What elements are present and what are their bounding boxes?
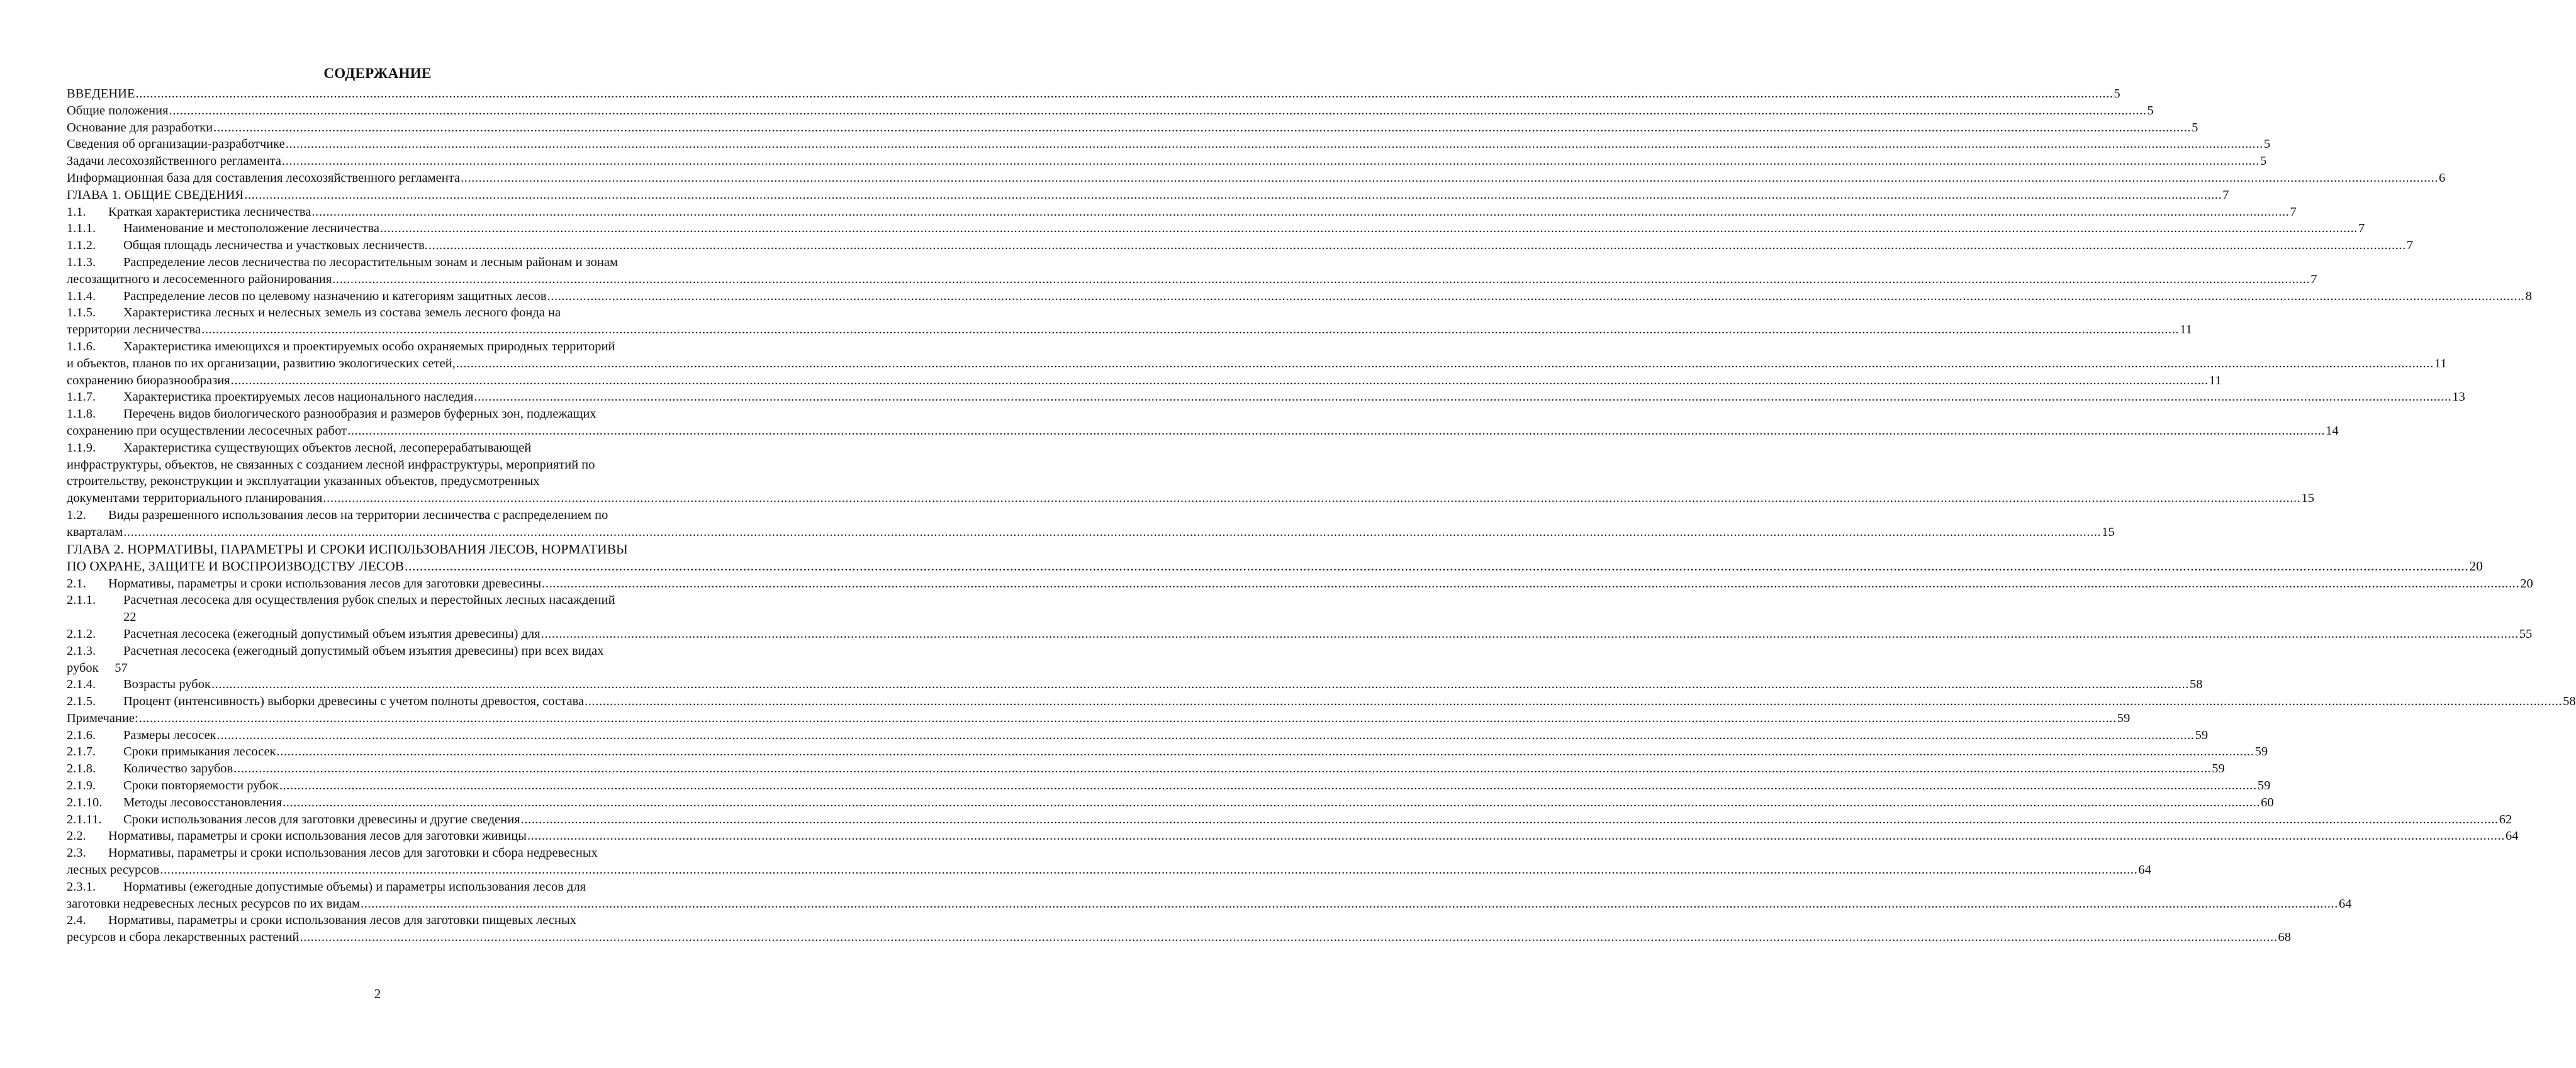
toc-entry-text: Размеры лесосек	[123, 728, 216, 742]
toc-entry-page: 15	[2102, 525, 2115, 539]
toc-entry-text: Сроки повторяемости рубок	[123, 779, 279, 793]
toc-entry-line	[67, 845, 711, 862]
dot-leader	[361, 896, 2338, 913]
toc-entry-text: Общие положения	[67, 103, 169, 118]
toc-entry-line	[67, 237, 2414, 254]
toc-entry-text: Возрасты рубок	[123, 677, 211, 692]
toc-entry-line	[67, 912, 711, 929]
toc-entry-text: Задачи лесохозяйственного регламента	[67, 154, 281, 169]
dot-leader	[542, 576, 2519, 592]
toc-entry-line	[67, 220, 2365, 237]
toc-entry-text: Характеристика имеющихся и проектируемых особо охраняемых природных территорий	[123, 339, 615, 353]
toc-entry[interactable]	[67, 254, 2317, 288]
toc-entry-line	[67, 355, 2447, 372]
toc-entry-line	[67, 321, 2192, 338]
toc-entry-text: ВВЕДЕНИЕ	[67, 87, 135, 101]
toc-entry-line	[67, 592, 711, 609]
toc-entry-text: Сведения об организации-разработчике	[67, 137, 285, 152]
toc-entry-page: 20	[2469, 559, 2483, 574]
toc-entry-line	[67, 541, 711, 559]
toc-entry[interactable]	[67, 507, 2115, 541]
toc-entry-page: 11	[2434, 356, 2447, 370]
toc-entry-page: 7	[2406, 238, 2414, 253]
toc-entry-line	[67, 372, 2222, 389]
toc-entry[interactable]	[67, 103, 2154, 120]
toc-entry[interactable]	[67, 120, 2198, 136]
dot-leader	[405, 558, 2468, 576]
toc-entry[interactable]	[67, 204, 2297, 221]
dot-leader	[456, 355, 2434, 372]
toc-entry-line	[67, 929, 2292, 946]
toc-entry-number: 2.1.	[67, 576, 86, 591]
toc-entry[interactable]	[67, 912, 2292, 946]
toc-entry-page: 8	[2525, 289, 2532, 303]
toc-entry-line	[67, 710, 2131, 727]
toc-entry[interactable]	[67, 845, 2151, 879]
dot-leader	[217, 727, 2195, 744]
dot-leader	[213, 120, 2191, 136]
toc-entry-page: 62	[2499, 812, 2512, 826]
toc-entry-page: 5	[2263, 137, 2271, 152]
dot-leader	[585, 693, 2562, 710]
toc-entry-number: 2.1.4.	[67, 677, 96, 692]
toc-entry-page: 58	[2189, 677, 2203, 692]
toc-entry-line	[67, 576, 2533, 592]
toc-entry-page: 6	[2439, 170, 2446, 185]
toc-entry-line	[67, 727, 2209, 744]
dot-leader	[123, 524, 2101, 541]
toc-entry-line	[67, 304, 711, 321]
dot-leader	[277, 743, 2254, 760]
toc-entry-text: Количество зарубов	[123, 762, 233, 776]
toc-entry-number: 2.1.10.	[67, 795, 103, 809]
dot-leader	[279, 777, 2257, 794]
toc-title: СОДЕРЖАНИЕ	[323, 65, 432, 81]
toc-entry[interactable]	[67, 237, 2414, 254]
toc-entry-number: 2.3.1.	[67, 879, 96, 894]
toc-entry-text: инфраструктуры, объектов, не связанных с созданием лесной инфраструктуры, мероприятий по	[67, 457, 595, 472]
toc-entry[interactable]	[67, 153, 2267, 170]
toc-entry-text: заготовки недревесных лесных ресурсов по их видам	[67, 896, 360, 911]
toc-entry-line	[67, 153, 2267, 170]
toc-entry-number: 2.1.6.	[67, 728, 96, 742]
toc-entry-line	[67, 288, 2532, 305]
toc-entry[interactable]	[67, 828, 2519, 845]
toc-entry-text: Расчетная лесосека (ежегодный допустимый объем изъятия древесины) при всех видах	[123, 643, 604, 658]
dot-leader	[139, 710, 2117, 727]
toc-entry-page: 15	[2301, 491, 2314, 506]
toc-entry-number: 2.1.8.	[67, 762, 96, 776]
toc-entry-number: 2.2.	[67, 829, 86, 843]
toc-entry-text: рубок 57	[67, 660, 128, 675]
toc-entry-text: Нормативы (ежегодные допустимые объемы) и параметры использования лесов для	[123, 879, 586, 894]
dot-leader	[300, 929, 2278, 946]
toc-entry-line	[67, 879, 711, 896]
dot-leader	[233, 760, 2211, 777]
toc-entry-text: документами территориального планирования	[67, 491, 323, 506]
toc-entry-page: 64	[2138, 863, 2151, 877]
toc-entry-line	[67, 777, 2271, 794]
toc-entry-text: Краткая характеристика лесничества	[108, 204, 311, 219]
dot-leader	[169, 103, 2147, 120]
toc-entry-text: Нормативы, параметры и сроки использования лесов для заготовки и сбора недревесных	[108, 846, 598, 860]
toc-entry-line	[67, 811, 2512, 828]
toc-entry-page: 64	[2505, 829, 2519, 843]
toc-entry-text: Методы лесовосстановления	[123, 795, 283, 809]
toc-entry-text: лесозащитного и лесосеменного районирования	[67, 272, 332, 286]
toc-entry-text: Нормативы, параметры и сроки использования лесов для заготовки древесины	[108, 576, 542, 591]
toc-entry-text: ПО ОХРАНЕ, ЗАЩИТЕ И ВОСПРОИЗВОДСТВУ ЛЕСОВ	[67, 559, 405, 574]
toc-entry-text: Виды разрешенного использования лесов на территории лесничества с распределением по	[108, 508, 608, 522]
toc-entry-number: 2.1.5.	[67, 694, 96, 709]
dot-leader	[541, 626, 2519, 643]
toc-entry[interactable]	[67, 576, 2533, 592]
toc-entry-page: 59	[2195, 728, 2209, 742]
toc-entry-page: 59	[2254, 745, 2268, 759]
toc-entry[interactable]	[67, 338, 2447, 372]
toc-entry[interactable]	[67, 440, 2314, 507]
toc-entry-line	[67, 170, 2446, 187]
toc-entry-number: 1.1.6.	[67, 339, 96, 353]
toc-entry[interactable]	[67, 676, 2203, 693]
toc-entry-line	[67, 473, 711, 490]
toc-entry-text: Примечание:	[67, 711, 138, 725]
toc-entry-text: Информационная база для составления лесохозяйственного регламента	[67, 170, 460, 185]
toc-entry-page: 5	[2114, 87, 2120, 101]
toc-entry-number: 2.3.	[67, 846, 86, 860]
toc-entry[interactable]	[67, 170, 2446, 187]
toc-entry-line	[67, 643, 711, 660]
toc-entry-text: Сроки примыкания лесосек	[123, 745, 276, 759]
toc-entry-page: 55	[2519, 626, 2533, 641]
toc-entry-text: Распределение лесов по целевому назначению и категориям защитных лесов	[123, 289, 547, 303]
toc-entry-text: Основание для разработки	[67, 120, 213, 135]
toc-entry-line	[67, 406, 711, 423]
toc-entry[interactable]	[67, 304, 2192, 338]
toc-entry-line	[67, 103, 2154, 120]
toc-entry-line	[67, 440, 711, 457]
toc-entry-line	[67, 794, 2274, 811]
toc-entry-page: 59	[2117, 711, 2131, 725]
toc-entry[interactable]	[67, 626, 2533, 643]
toc-entry-line	[67, 896, 2352, 913]
toc-entry-line	[67, 389, 2465, 406]
toc-entry-number: 1.1.2.	[67, 238, 96, 253]
toc-entry-page: 59	[2212, 762, 2225, 776]
toc-entry[interactable]	[67, 220, 2365, 237]
toc-entry-number: 2.1.2.	[67, 626, 96, 641]
toc-entry-text: Характеристика существующих объектов лесной, лесоперерабатывающей	[123, 440, 532, 455]
toc-entry-line	[67, 743, 2268, 760]
dot-leader	[461, 170, 2438, 187]
toc-entry-text: и объектов, планов по их организации, развитию экологических сетей,	[67, 356, 456, 370]
toc-entry-page: 5	[2260, 154, 2267, 169]
toc-entry-number: 1.2.	[67, 508, 86, 522]
toc-entry-page: 7	[2222, 187, 2229, 202]
toc-entry-number: 1.1.5.	[67, 306, 96, 320]
toc-entry[interactable]	[67, 389, 2465, 406]
toc-entry-text: Процент (интенсивность) выборки древесины с учетом полноты древостоя, состава	[123, 694, 585, 709]
toc-entry-text: кварталам	[67, 525, 123, 539]
dot-leader	[286, 136, 2263, 153]
toc-entry-number: 2.1.7.	[67, 745, 96, 759]
dot-leader	[332, 271, 2310, 288]
toc-entry-number: 1.1.8.	[67, 407, 96, 421]
toc-entry-text: строительству, реконструкции и эксплуатации указанных объектов, предусмотренных	[67, 474, 540, 489]
toc-entry-line	[67, 760, 2225, 777]
toc-entry-line	[67, 609, 711, 626]
toc-entry-number: 1.1.4.	[67, 289, 96, 303]
toc-entry-line	[67, 254, 711, 271]
toc-entry[interactable]	[67, 592, 711, 626]
toc-entry-text: Расчетная лесосека для осуществления рубок спелых и перестойных лесных насаждений	[123, 593, 615, 608]
toc-entry-text: ГЛАВА 2. НОРМАТИВЫ, ПАРАМЕТРЫ И СРОКИ ИСПОЛЬЗОВАНИЯ ЛЕСОВ, НОРМАТИВЫ	[67, 541, 628, 557]
toc-entry[interactable]	[67, 811, 2512, 828]
dot-leader	[527, 828, 2505, 845]
toc-entry-page: 58	[2563, 694, 2576, 709]
dot-leader	[347, 423, 2325, 440]
toc-entry-page: 68	[2278, 930, 2292, 945]
toc-entry-text: Сроки использования лесов для заготовки древесины и другие сведения	[123, 812, 520, 826]
toc-entry-page: 11	[2180, 323, 2192, 337]
toc-entry-number: 2.4.	[67, 913, 86, 928]
toc-entry-page: 60	[2261, 795, 2274, 809]
dot-leader	[282, 153, 2260, 170]
table-of-contents	[67, 86, 2576, 946]
toc-entry-line	[67, 524, 2115, 541]
toc-entry-page: 7	[2310, 272, 2317, 286]
toc-entry-text: сохранению биоразнообразия	[67, 373, 230, 387]
toc-entry-number: 2.1.3.	[67, 643, 96, 658]
toc-entry-line	[67, 457, 711, 474]
toc-entry-text: Наименование и местоположение лесничества	[123, 221, 379, 236]
toc-entry-text: 22	[123, 610, 137, 625]
toc-entry[interactable]	[67, 86, 2120, 103]
toc-entry-number: 1.1.9.	[67, 440, 96, 455]
toc-entry-line	[67, 558, 2483, 576]
toc-entry[interactable]	[67, 406, 2339, 440]
toc-entry-page: 5	[2147, 103, 2154, 118]
toc-entry-number: 2.1.1.	[67, 593, 96, 608]
toc-entry-text: Нормативы, параметры и сроки использования лесов для заготовки живицы	[108, 829, 527, 843]
toc-entry-line	[67, 626, 2533, 643]
dot-leader	[136, 86, 2114, 103]
toc-entry-number: 1.1.7.	[67, 390, 96, 404]
toc-entry-number: 1.1.	[67, 204, 86, 219]
toc-entry[interactable]	[67, 727, 2209, 744]
toc-entry-line	[67, 204, 2297, 221]
toc-entry[interactable]	[67, 743, 2268, 760]
toc-entry-line	[67, 660, 711, 677]
toc-entry-line	[67, 490, 2314, 507]
toc-entry[interactable]	[67, 760, 2225, 777]
toc-entry[interactable]	[67, 541, 2483, 576]
toc-entry-line	[67, 862, 2151, 879]
toc-entry-page: 20	[2520, 576, 2533, 591]
page-number: 2	[374, 986, 381, 1001]
toc-entry-page: 11	[2209, 373, 2222, 387]
toc-entry-line	[67, 423, 2339, 440]
toc-entry-page: 7	[2358, 221, 2365, 236]
toc-entry-text: Нормативы, параметры и сроки использования лесов для заготовки пищевых лесных	[108, 913, 576, 928]
toc-entry-text: сохранению при осуществлении лесосечных работ	[67, 423, 347, 438]
dot-leader	[428, 237, 2406, 254]
toc-entry[interactable]	[67, 136, 2271, 153]
dot-leader	[211, 676, 2189, 693]
toc-entry[interactable]	[67, 372, 2222, 389]
dot-leader	[547, 288, 2525, 305]
dot-leader	[311, 204, 2289, 221]
dot-leader	[474, 389, 2451, 406]
toc-entry[interactable]	[67, 879, 2352, 913]
toc-entry-line	[67, 693, 2576, 710]
dot-leader	[380, 220, 2358, 237]
toc-entry-text: Общая площадь лесничества и участковых лесничеств.	[123, 238, 428, 253]
toc-entry-text: ГЛАВА 1. ОБЩИЕ СВЕДЕНИЯ	[67, 187, 244, 202]
toc-entry-text: Распределение лесов лесничества по лесорастительным зонам и лесным районам и зонам	[123, 255, 618, 269]
toc-entry-page: 64	[2339, 896, 2352, 911]
toc-entry[interactable]	[67, 794, 2274, 811]
toc-entry[interactable]	[67, 710, 2131, 727]
dot-leader	[244, 187, 2222, 204]
toc-entry-number: 2.1.9.	[67, 779, 96, 793]
toc-entry-line	[67, 507, 711, 524]
toc-entry-line	[67, 136, 2271, 153]
toc-entry[interactable]	[67, 777, 2271, 794]
toc-entry-text: ресурсов и сбора лекарственных растений	[67, 930, 300, 945]
toc-entry-line	[67, 187, 2229, 204]
toc-entry-line	[67, 338, 711, 355]
toc-entry[interactable]	[67, 693, 2576, 710]
dot-leader	[201, 321, 2179, 338]
toc-entry-line	[67, 271, 2317, 288]
toc-entry-text: Характеристика проектируемых лесов национального наследия	[123, 390, 474, 404]
toc-entry-page: 13	[2452, 390, 2465, 404]
toc-entry-number: 2.1.11.	[67, 812, 102, 826]
toc-entry-text: Расчетная лесосека (ежегодный допустимый объем изъятия древесины) для	[123, 626, 540, 641]
toc-entry[interactable]	[67, 643, 711, 677]
toc-entry-text: Перечень видов биологического разнообразия и размеров буферных зон, подлежащих	[123, 407, 596, 421]
dot-leader	[231, 372, 2209, 389]
dot-leader	[521, 811, 2499, 828]
toc-entry-text: лесных ресурсов	[67, 863, 160, 877]
toc-entry-line	[67, 86, 2120, 103]
toc-entry-text: Характеристика лесных и нелесных земель из состава земель лесного фонда на	[123, 306, 561, 320]
toc-entry-number: 1.1.3.	[67, 255, 96, 269]
toc-entry-page: 59	[2257, 779, 2271, 793]
toc-entry-page: 7	[2290, 204, 2297, 219]
toc-entry-number: 1.1.1.	[67, 221, 96, 236]
toc-entry[interactable]	[67, 288, 2532, 305]
dot-leader	[160, 862, 2137, 879]
toc-entry-line	[67, 676, 2203, 693]
toc-entry[interactable]	[67, 187, 2229, 204]
toc-entry-line	[67, 828, 2519, 845]
dot-leader	[323, 490, 2300, 507]
dot-leader	[283, 794, 2260, 811]
toc-entry-page: 5	[2192, 120, 2198, 135]
toc-entry-text: территории лесничества	[67, 323, 201, 337]
toc-entry-page: 14	[2326, 423, 2339, 438]
toc-entry-line	[67, 120, 2198, 136]
